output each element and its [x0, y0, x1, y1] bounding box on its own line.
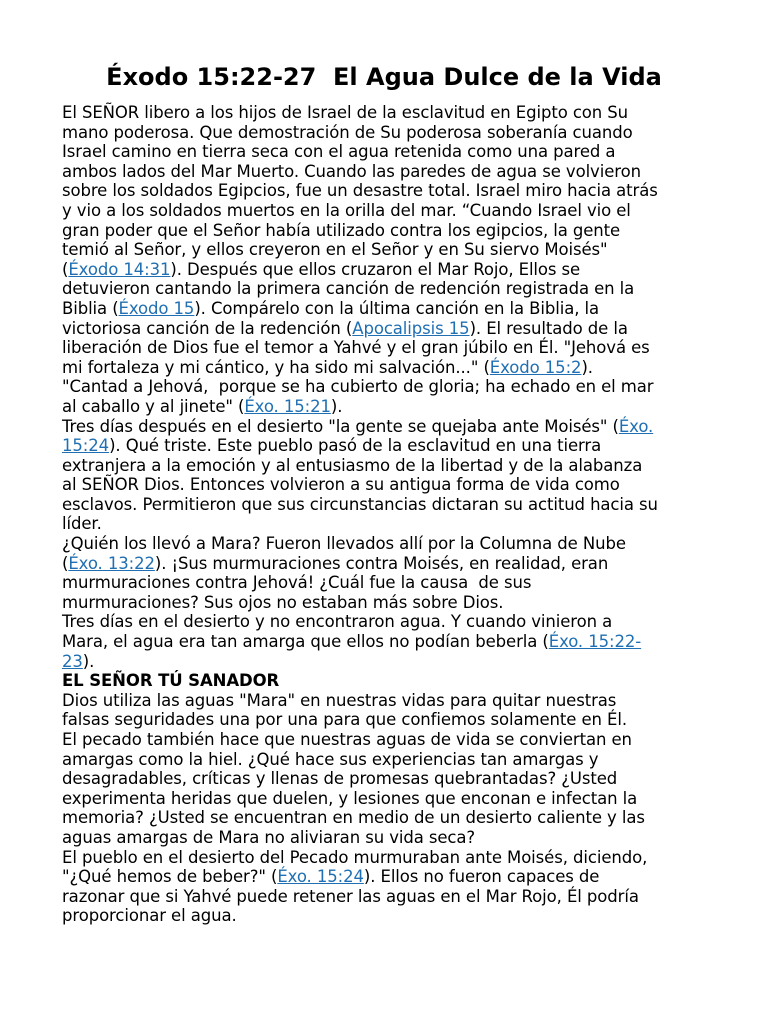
paragraph-text: líder. [62, 514, 102, 534]
text-line [62, 397, 712, 417]
text-line [62, 240, 712, 260]
text-line [62, 279, 712, 299]
scripture-reference-link[interactable]: Éxodo 14:31 [68, 259, 171, 279]
paragraph-text: ). Compárelo con la última canción en la Biblia, la [194, 298, 600, 318]
paragraph-text: Tres días en el desierto y no encontraron agua. Y cuando vinieron a [62, 612, 613, 632]
text-line [62, 691, 712, 711]
paragraph-text: al SEÑOR Dios. Entonces volvieron a su antigua forma de vida como [62, 475, 620, 495]
text-line [62, 475, 712, 495]
text-line [62, 593, 712, 613]
paragraph-text: sobre los soldados Egipcios, fue un desastre total. Israel miro hacia atrás [62, 181, 658, 201]
paragraph-text: mano poderosa. Que demostración de Su poderosa soberanía cuando [62, 122, 633, 142]
text-line [62, 769, 712, 789]
text-line [62, 887, 712, 907]
paragraph-text: ). [581, 357, 593, 377]
page-title: Éxodo 15:22-27 El Agua Dulce de la Vida [106, 63, 662, 91]
paragraph-text: ( [62, 259, 69, 279]
paragraph-text: esclavos. Permitieron que sus circunstancias dictaran su actitud hacia su [62, 494, 658, 514]
paragraph-text: "¿Qué hemos de beber?" ( [62, 867, 278, 887]
text-line [62, 514, 712, 534]
scripture-reference-link[interactable]: 15:24 [62, 436, 110, 456]
text-line [62, 338, 712, 358]
paragraph-text: y vio a los soldados muertos en la orilla del mar. “Cuando Israel vio el [62, 200, 631, 220]
text-line [62, 671, 712, 691]
paragraph-text: Dios utiliza las aguas "Mara" en nuestras vidas para quitar nuestras [62, 690, 617, 710]
text-line [62, 377, 712, 397]
paragraph-text: proporcionar el agua. [62, 906, 237, 926]
paragraph-text: ). [82, 651, 95, 671]
paragraph-text: razonar que si Yahvé puede retener las aguas en el Mar Rojo, Él podría [62, 886, 639, 906]
text-line [62, 789, 712, 809]
scripture-reference-link[interactable]: Éxodo 15 [118, 298, 195, 318]
paragraph-text: victoriosa canción de la redención ( [62, 318, 353, 338]
paragraph-text: gran poder que el Señor había utilizado contra los egipcios, la gente [62, 220, 621, 240]
paragraph-text: murmuraciones contra Jehová! ¿Cuál fue la causa de sus [62, 573, 532, 593]
text-line [62, 867, 712, 887]
scripture-reference-link[interactable]: Éxo. 13:22 [68, 553, 155, 573]
paragraph-text: El SEÑOR libero a los hijos de Israel de la esclavitud en Egipto con Su [62, 103, 629, 122]
paragraph-text: Mara, el agua era tan amarga que ellos no podían beberla ( [62, 632, 549, 652]
text-line [62, 534, 712, 554]
paragraph-text: aguas amargas de Mara no aliviaran su vida seca? [62, 827, 476, 847]
paragraph-text: ( [62, 553, 69, 573]
text-line [62, 201, 712, 221]
text-line [62, 730, 712, 750]
scripture-reference-link[interactable]: Apocalipsis 15 [352, 318, 470, 338]
text-line [62, 123, 712, 143]
text-line [62, 436, 712, 456]
paragraph-text: ambos lados del Mar Muerto. Cuando las paredes de agua se volvieron [62, 161, 641, 181]
paragraph-text: desagradables, críticas y llenas de promesas quebrantadas? ¿Usted [62, 769, 618, 789]
paragraph-text: experimenta heridas que duelen, y lesiones que enconan e infectan la [62, 788, 638, 808]
paragraph-text: Biblia ( [62, 298, 119, 318]
paragraph-text: liberación de Dios fue el temor a Yahvé y el gran júbilo en Él. "Jehová es [62, 338, 650, 358]
paragraph-text: falsas seguridades una por una para que confiemos solamente en Él. [62, 710, 627, 730]
document-body [62, 103, 712, 926]
text-line [62, 808, 712, 828]
text-line [62, 103, 712, 123]
paragraph-text: Tres días después en el desierto "la gente se quejaba ante Moisés" ( [62, 416, 619, 436]
paragraph-text: al caballo y al jinete" ( [62, 396, 245, 416]
scripture-reference-link[interactable]: Éxodo 15:2 [489, 357, 582, 377]
text-line [62, 710, 712, 730]
text-line [62, 162, 712, 182]
text-line [62, 906, 712, 926]
section-heading: EL SEÑOR TÚ SANADOR [62, 671, 280, 691]
paragraph-text: ¿Quién los llevó a Mara? Fueron llevados allí por la Columna de Nube [62, 534, 626, 554]
text-line [62, 260, 712, 280]
paragraph-text: El pecado también hace que nuestras aguas de vida se conviertan en [62, 730, 632, 749]
text-line [62, 554, 712, 574]
paragraph-text: El pueblo en el desierto del Pecado murmuraban ante Moisés, diciendo, [62, 847, 648, 867]
text-line [62, 221, 712, 241]
scripture-reference-link[interactable]: Éxo. 15:21 [244, 396, 331, 416]
paragraph-text: extranjera a la emoción y al entusiasmo de la libertad y de la alabanza [62, 455, 643, 475]
paragraph-text: Israel camino en tierra seca con el agua retenida como una pared a [62, 142, 616, 162]
text-line [62, 417, 712, 437]
paragraph-text: ). ¡Sus murmuraciones contra Moisés, en realidad, eran [154, 553, 609, 573]
paragraph-text: "Cantad a Jehová, porque se ha cubierto de gloria; ha echado en el mar [62, 377, 654, 397]
scripture-reference-link[interactable]: Éxo. 15:24 [277, 867, 364, 887]
text-line [62, 632, 712, 652]
paragraph-text: ). [330, 396, 343, 416]
text-line [62, 750, 712, 770]
text-line [62, 142, 712, 162]
paragraph-text: ). Qué triste. Este pueblo pasó de la esclavitud en una tierra [109, 436, 602, 456]
text-line [62, 319, 712, 339]
text-line [62, 848, 712, 868]
paragraph-text: murmuraciones? Sus ojos no estaban más sobre Dios. [62, 592, 504, 612]
text-line [62, 358, 712, 378]
paragraph-text: detuvieron cantando la primera canción de redención registrada en la [62, 279, 635, 299]
text-line [62, 181, 712, 201]
paragraph-text: amargas como la hiel. ¿Qué hace sus experiencias tan amargas y [62, 749, 599, 769]
scripture-reference-link[interactable]: Éxo. [618, 416, 654, 436]
text-line [62, 495, 712, 515]
paragraph-text: temió al Señor, y ellos creyeron en el Señor y en Su siervo Moisés" [62, 240, 608, 260]
text-line [62, 612, 712, 632]
text-line [62, 573, 712, 593]
scripture-reference-link[interactable]: Éxo. 15:22- [548, 632, 642, 652]
paragraph-text: ). Después que ellos cruzaron el Mar Rojo, Ellos se [170, 259, 581, 279]
text-line [62, 299, 712, 319]
scripture-reference-link[interactable]: 23 [62, 651, 83, 671]
paragraph-text: ). El resultado de la [469, 318, 628, 338]
paragraph-text: mi fortaleza y mi cántico, y ha sido mi salvación..." ( [62, 357, 490, 377]
paragraph-text: memoria? ¿Usted se encuentran en medio de un desierto caliente y las [62, 808, 645, 828]
text-line [62, 652, 712, 672]
text-line [62, 828, 712, 848]
paragraph-text: ). Ellos no fueron capaces de [363, 867, 600, 887]
text-line [62, 456, 712, 476]
